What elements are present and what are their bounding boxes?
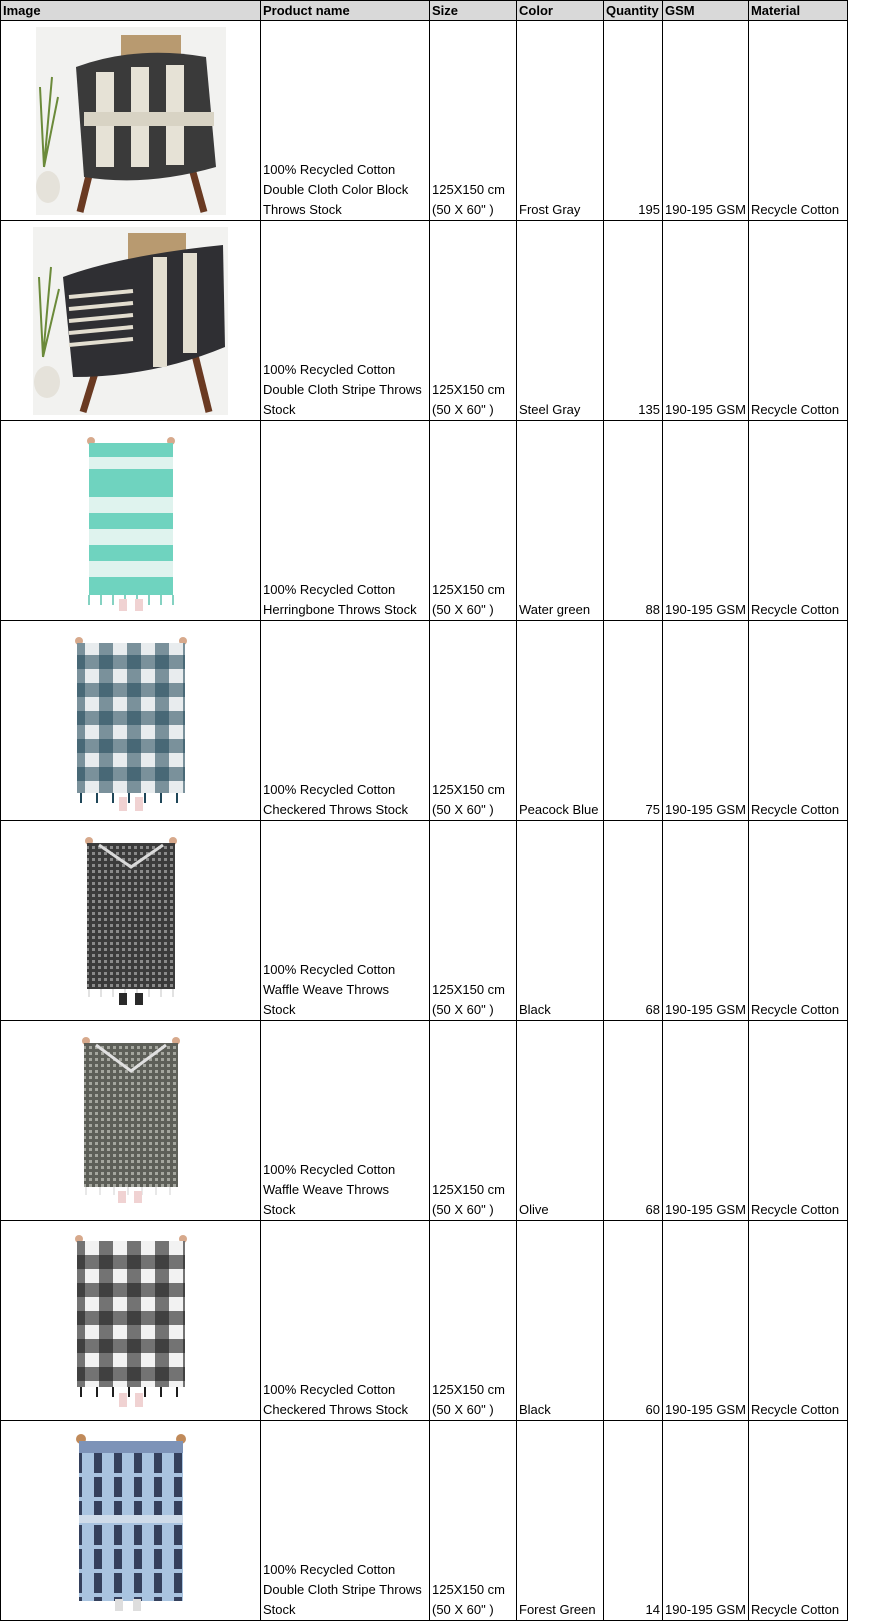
product-quantity[interactable]: 68: [604, 821, 663, 1021]
checkered-throw-held-icon: [71, 627, 191, 815]
product-name[interactable]: 100% Recycled Cotton Waffle Weave Throws Stock: [261, 821, 430, 1021]
header-row: [1, 1, 848, 21]
checkered-throw-held-icon: [71, 1227, 191, 1415]
product-gsm[interactable]: 190-195 GSM: [663, 621, 749, 821]
product-name[interactable]: 100% Recycled Cotton Waffle Weave Throws Stock: [261, 1021, 430, 1221]
header-product-name[interactable]: Product name: [261, 1, 430, 21]
product-gsm[interactable]: 190-195 GSM: [663, 1421, 749, 1621]
throw-on-chair-stripe-icon: [33, 227, 228, 415]
product-name[interactable]: 100% Recycled Cotton Checkered Throws Stock: [261, 1221, 430, 1421]
herringbone-throw-held-icon: [81, 427, 181, 615]
image-cell[interactable]: [1, 21, 261, 221]
table-row: [1, 1021, 848, 1221]
header-size[interactable]: Size: [430, 1, 517, 21]
product-size[interactable]: 125X150 cm (50 X 60" ): [430, 621, 517, 821]
image-cell[interactable]: [1, 621, 261, 821]
product-color[interactable]: Forest Green: [517, 1421, 604, 1621]
product-color[interactable]: Peacock Blue: [517, 621, 604, 821]
header-quantity[interactable]: Quantity: [604, 1, 663, 21]
image-cell[interactable]: [1, 421, 261, 621]
product-quantity[interactable]: 75: [604, 621, 663, 821]
product-gsm[interactable]: 190-195 GSM: [663, 821, 749, 1021]
table-row: [1, 1421, 848, 1621]
product-name[interactable]: 100% Recycled Cotton Checkered Throws Stock: [261, 621, 430, 821]
table-row: [1, 421, 848, 621]
table-row: [1, 821, 848, 1021]
product-gsm[interactable]: 190-195 GSM: [663, 1221, 749, 1421]
product-gsm[interactable]: 190-195 GSM: [663, 21, 749, 221]
table-row: [1, 21, 848, 221]
image-cell[interactable]: [1, 221, 261, 421]
product-size[interactable]: 125X150 cm (50 X 60" ): [430, 1421, 517, 1621]
product-quantity[interactable]: 14: [604, 1421, 663, 1621]
product-name[interactable]: 100% Recycled Cotton Double Cloth Color Block Throws Stock: [261, 21, 430, 221]
product-color[interactable]: Steel Gray: [517, 221, 604, 421]
product-size[interactable]: 125X150 cm (50 X 60" ): [430, 221, 517, 421]
product-name[interactable]: 100% Recycled Cotton Herringbone Throws Stock: [261, 421, 430, 621]
product-color[interactable]: Black: [517, 1221, 604, 1421]
product-material[interactable]: Recycle Cotton: [748, 821, 847, 1021]
header-color[interactable]: Color: [517, 1, 604, 21]
throw-on-chair-color-block-icon: [36, 27, 226, 215]
product-material[interactable]: Recycle Cotton: [748, 221, 847, 421]
header-material[interactable]: Material: [748, 1, 847, 21]
product-name[interactable]: 100% Recycled Cotton Double Cloth Stripe Throws Stock: [261, 221, 430, 421]
product-material[interactable]: Recycle Cotton: [748, 1021, 847, 1221]
product-material[interactable]: Recycle Cotton: [748, 621, 847, 821]
product-size[interactable]: 125X150 cm (50 X 60" ): [430, 21, 517, 221]
product-material[interactable]: Recycle Cotton: [748, 1421, 847, 1621]
product-gsm[interactable]: 190-195 GSM: [663, 221, 749, 421]
table-row: [1, 221, 848, 421]
table-row: [1, 621, 848, 821]
product-size[interactable]: 125X150 cm (50 X 60" ): [430, 421, 517, 621]
product-gsm[interactable]: 190-195 GSM: [663, 421, 749, 621]
product-size[interactable]: 125X150 cm (50 X 60" ): [430, 1021, 517, 1221]
product-color[interactable]: Water green: [517, 421, 604, 621]
header-image[interactable]: Image: [1, 1, 261, 21]
product-material[interactable]: Recycle Cotton: [748, 421, 847, 621]
product-quantity[interactable]: 135: [604, 221, 663, 421]
product-quantity[interactable]: 88: [604, 421, 663, 621]
product-color[interactable]: Black: [517, 821, 604, 1021]
waffle-throw-held-icon: [79, 827, 183, 1015]
product-quantity[interactable]: 60: [604, 1221, 663, 1421]
product-material[interactable]: Recycle Cotton: [748, 1221, 847, 1421]
product-quantity[interactable]: 195: [604, 21, 663, 221]
product-color[interactable]: Olive: [517, 1021, 604, 1221]
image-cell[interactable]: [1, 821, 261, 1021]
product-size[interactable]: 125X150 cm (50 X 60" ): [430, 821, 517, 1021]
waffle-throw-held-icon: [76, 1027, 186, 1215]
product-size[interactable]: 125X150 cm (50 X 60" ): [430, 1221, 517, 1421]
product-gsm[interactable]: 190-195 GSM: [663, 1021, 749, 1221]
image-cell[interactable]: [1, 1421, 261, 1621]
image-cell[interactable]: [1, 1221, 261, 1421]
double-cloth-stripe-throw-held-icon: [71, 1427, 191, 1615]
product-color[interactable]: Frost Gray: [517, 21, 604, 221]
table-row: [1, 1221, 848, 1421]
image-cell[interactable]: [1, 1021, 261, 1221]
product-name[interactable]: 100% Recycled Cotton Double Cloth Stripe Throws Stock: [261, 1421, 430, 1621]
header-gsm[interactable]: GSM: [663, 1, 749, 21]
product-quantity[interactable]: 68: [604, 1021, 663, 1221]
product-material[interactable]: Recycle Cotton: [748, 21, 847, 221]
